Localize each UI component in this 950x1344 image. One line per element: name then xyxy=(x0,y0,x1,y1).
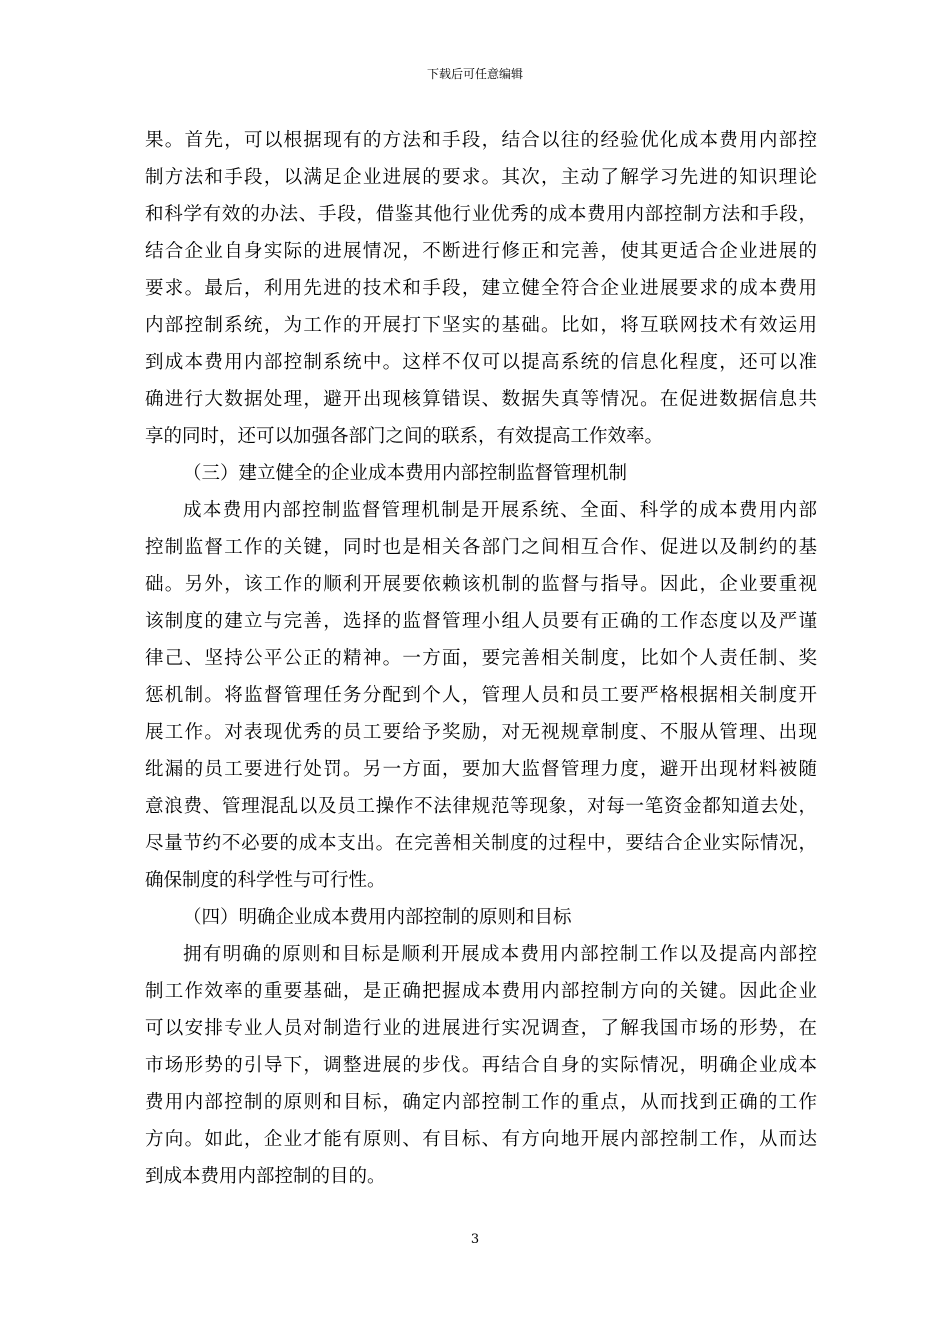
paragraph-line: 制方法和手段，以满足企业进展的要求。其次，主动了解学习先进的知识理论 xyxy=(145,167,817,188)
paragraph-line: 要求。最后，利用先进的技术和手段，建立健全符合企业进展要求的成本费用 xyxy=(145,278,817,299)
paragraph-line: 拥有明确的原则和目标是顺利开展成本费用内部控制工作以及提高内部控 xyxy=(183,944,817,965)
paragraph-line: 确进行大数据处理，避开出现核算错误、数据失真等情况。在促进数据信息共 xyxy=(145,389,817,410)
paragraph-line: 展工作。对表现优秀的员工要给予奖励，对无视规章制度、不服从管理、出现 xyxy=(145,722,817,743)
paragraph-line: 内部控制系统，为工作的开展打下坚实的基础。比如，将互联网技术有效运用 xyxy=(145,315,817,336)
paragraph-line: 市场形势的引导下，调整进展的步伐。再结合自身的实际情况，明确企业成本 xyxy=(145,1055,817,1076)
paragraph-line: 尽量节约不必要的成本支出。在完善相关制度的过程中，要结合企业实际情况， xyxy=(145,833,817,854)
paragraph-line: 方向。如此，企业才能有原则、有目标、有方向地开展内部控制工作，从而达 xyxy=(145,1129,817,1150)
paragraph-line: 该制度的建立与完善，选择的监督管理小组人员要有正确的工作态度以及严谨 xyxy=(145,611,817,632)
paragraph-line: 律己、坚持公平公正的精神。一方面，要完善相关制度，比如个人责任制、奖 xyxy=(145,648,817,669)
paragraph-line: 惩机制。将监督管理任务分配到个人，管理人员和员工要严格根据相关制度开 xyxy=(145,685,817,706)
paragraph-line: 础。另外，该工作的顺利开展要依赖该机制的监督与指导。因此，企业要重视 xyxy=(145,574,817,595)
paragraph-line: 纰漏的员工要进行处罚。另一方面，要加大监督管理力度，避开出现材料被随 xyxy=(145,759,817,780)
paragraph-line: 意浪费、管理混乱以及员工操作不法律规范等现象，对每一笔资金都知道去处， xyxy=(145,796,817,817)
section-heading: （三）建立健全的企业成本费用内部控制监督管理机制 xyxy=(183,463,628,484)
paragraph-line: 控制监督工作的关键，同时也是相关各部门之间相互合作、促进以及制约的基 xyxy=(145,537,817,558)
page-number: 3 xyxy=(470,1232,480,1247)
paragraph-line: 制工作效率的重要基础，是正确把握成本费用内部控制方向的关键。因此企业 xyxy=(145,981,817,1002)
document-body xyxy=(145,122,817,1195)
paragraph-line: 到成本费用内部控制的目的。 xyxy=(145,1166,386,1187)
paragraph-line: 享的同时，还可以加强各部门之间的联系，有效提高工作效率。 xyxy=(145,426,664,447)
paragraph-line: 可以安排专业人员对制造行业的进展进行实况调查，了解我国市场的形势，在 xyxy=(145,1018,817,1039)
paragraph-line: 确保制度的科学性与可行性。 xyxy=(145,870,386,891)
paragraph-line: 费用内部控制的原则和目标，确定内部控制工作的重点，从而找到正确的工作 xyxy=(145,1092,817,1113)
section-heading: （四）明确企业成本费用内部控制的原则和目标 xyxy=(183,907,572,928)
paragraph-line: 成本费用内部控制监督管理机制是开展系统、全面、科学的成本费用内部 xyxy=(183,500,817,521)
paragraph-line: 到成本费用内部控制系统中。这样不仅可以提高系统的信息化程度，还可以准 xyxy=(145,352,817,373)
page-header: 下载后可任意编辑 xyxy=(426,67,523,81)
paragraph-line: 果。首先，可以根据现有的方法和手段，结合以往的经验优化成本费用内部控 xyxy=(145,130,817,151)
paragraph-line: 和科学有效的办法、手段，借鉴其他行业优秀的成本费用内部控制方法和手段， xyxy=(145,204,817,225)
paragraph-line: 结合企业自身实际的进展情况，不断进行修正和完善，使其更适合企业进展的 xyxy=(145,241,817,262)
